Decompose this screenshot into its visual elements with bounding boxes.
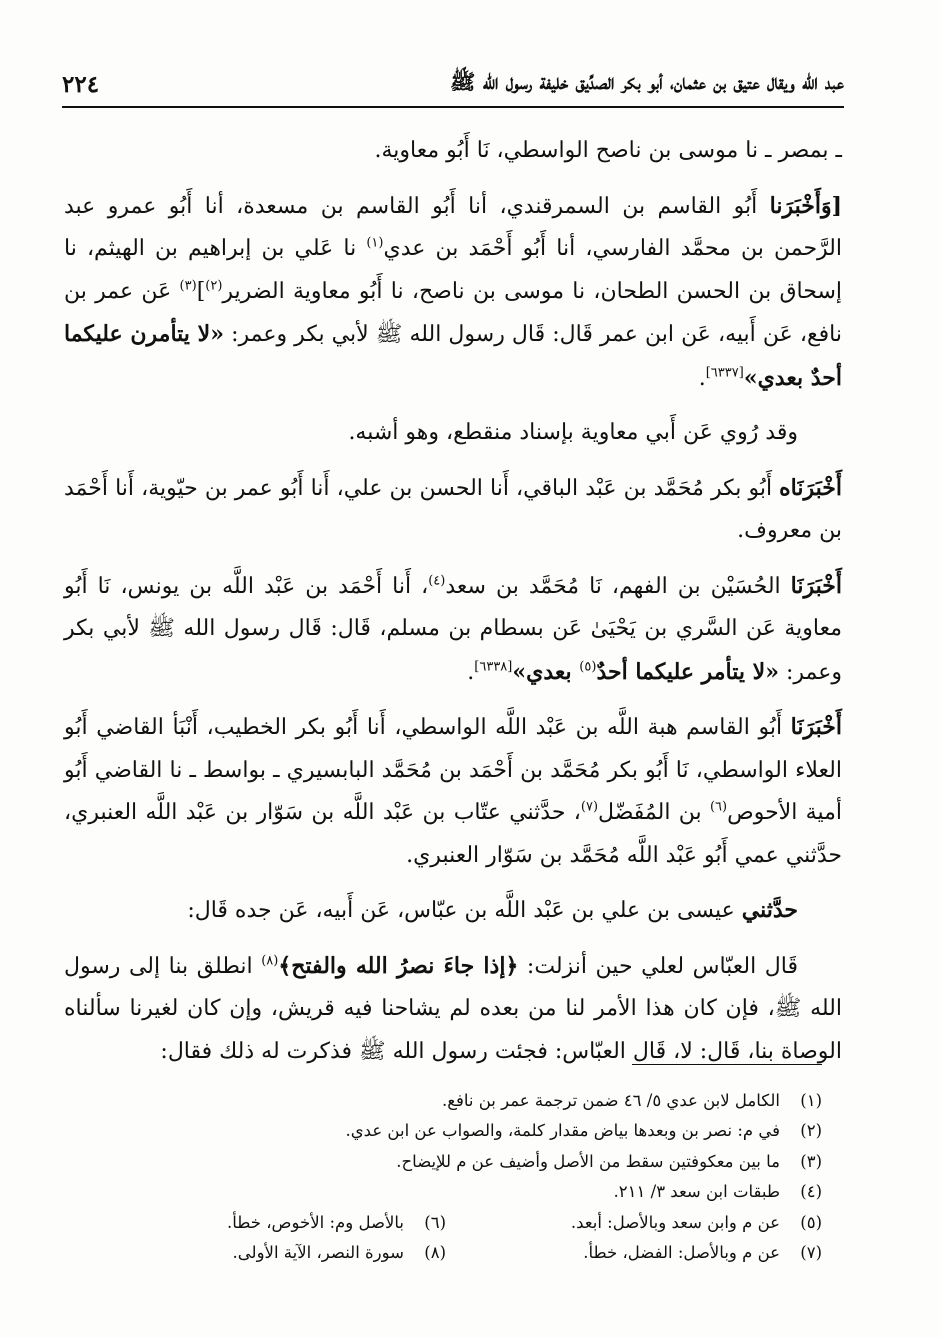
emphasized-text: «لا يتأمرن عليكما أحدٌ بعدي» xyxy=(64,321,842,391)
reference-mark: (١) xyxy=(366,235,384,251)
text-run: الحُسَيْن بن الفهم، نَا مُحَمَّد بن سعد xyxy=(445,573,791,599)
paragraph xyxy=(64,185,842,401)
text-run: ، حدَّثني عتّاب بن عَبْد اللَّه بن سَوّار بن عَبْد اللَّه العنبري، حدَّثني عمي أَبُو عَبْد اللَّه مُحَمَّد بن سَوّار العنبري. xyxy=(64,800,842,868)
footnote-text: عن م وابن سعد وبالأصل: أبعد. xyxy=(570,1212,780,1232)
footnote-4 xyxy=(70,1177,822,1207)
footnote-text: سورة النصر، الآية الأولى. xyxy=(232,1243,404,1263)
text-run: عَن عمر بن نافع، عَن أَبيه، عَن ابن عمر قَال: قَال رسول الله ﷺ لأبي بكر وعمر: xyxy=(64,278,843,347)
paragraph xyxy=(64,467,842,553)
paragraph xyxy=(64,565,842,695)
footnote-row xyxy=(70,1208,822,1238)
header-title: عبد الله ويقال عتيق بن عثمان، أبو بكر الصدِّيق خليفة رسول الله ﷺ xyxy=(450,68,844,94)
text-run: ، أَنا أَحْمَد بن عَبْد اللَّه بن يونس، نَا أَبُو معاوية عَن السَّري بن يَحْيَىٰ عَن بسطام بن مسلم، قَال: قَال رسول الله ﷺ لأبي بكر وعمر: xyxy=(64,573,842,685)
footnote-2 xyxy=(70,1116,822,1146)
emphasized-text: [وَأَخْبَرَنا xyxy=(769,192,842,219)
text-run: أَبُو القاسم بن السمرقندي، أنا أَبُو القاسم بن مسعدة، أنا أَبُو عمرو عبد الرَّحمن بن محمَّد الفارسي، أنا أَبُو أَحْمَد بن عدي xyxy=(64,193,842,261)
footnote-row xyxy=(70,1238,822,1268)
footnotes xyxy=(70,1086,822,1268)
emphasized-text: بعدي» xyxy=(512,658,580,685)
footnote-text: ما بين معكوفتين سقط من الأصل وأضيف عن م للإيضاح. xyxy=(396,1151,780,1171)
reference-mark: (٦) xyxy=(709,799,728,815)
paragraph xyxy=(64,130,842,173)
footnote-1 xyxy=(70,1086,822,1116)
footnote-number: (٨) xyxy=(424,1243,446,1263)
emphasized-text: أَخْبَرَنَا xyxy=(790,572,842,599)
reference-mark: (٣) xyxy=(179,278,197,294)
paragraph xyxy=(64,706,842,877)
emphasized-text: أَخْبَرَنَا xyxy=(790,714,842,740)
reference-mark: (٢) xyxy=(205,278,223,294)
text-run: . xyxy=(698,365,706,391)
main-text xyxy=(64,130,842,1085)
footnote-number: (٧) xyxy=(800,1243,822,1263)
text-run: بن المُفَضّل xyxy=(598,800,710,825)
text-run: عيسى بن علي بن عَبْد اللَّه بن عبّاس، عَن أَبيه، عَن جده قَال: xyxy=(187,898,742,923)
reference-mark: [٦٣٣٨] xyxy=(474,659,513,675)
footnote-text: الكامل لابن عدي ٥/ ٤٦ ضمن ترجمة عمر بن نافع. xyxy=(441,1091,780,1110)
footnote-number: (٦) xyxy=(424,1212,446,1232)
text-run: . xyxy=(467,659,475,685)
footnote-text: طبقات ابن سعد ٣/ ٢١١. xyxy=(613,1182,780,1202)
text-run: وقد رُوي عَن أَبي معاوية بإسناد منقطع، وهو أشبه. xyxy=(348,420,798,445)
paragraph xyxy=(64,945,842,1074)
paragraph xyxy=(64,412,842,455)
footnote-number: (٢) xyxy=(800,1121,822,1141)
emphasized-text: ﴿إذا جاءَ نصرُ الله والفتح﴾ xyxy=(278,952,519,979)
footnote-7 xyxy=(446,1238,822,1268)
footnote-3 xyxy=(70,1147,822,1177)
reference-mark: (٤) xyxy=(428,573,446,589)
reference-mark: (٧) xyxy=(580,799,599,815)
footnote-5 xyxy=(446,1208,822,1238)
footnote-text: عن م وبالأصل: الفضل، خطأ. xyxy=(583,1243,780,1263)
footnote-number: (٣) xyxy=(800,1151,822,1171)
footnote-text: بالأصل وم: الأخوص، خطأ. xyxy=(226,1212,404,1232)
reference-mark: (٥) xyxy=(579,659,597,675)
reference-mark: (٨) xyxy=(261,953,279,969)
text-run: قَال العبّاس لعلي حين أنزلت: xyxy=(518,953,798,979)
footnote-text: في م: نصر بن وبعدها بياض مقدار كلمة، والصواب عن ابن عدي. xyxy=(345,1121,780,1141)
text-run: انطلق بنا إلى رسول الله ﷺ، فإن كان هذا الأمر لنا من بعده لم يشاحنا فيه قريش، وإن كان لغيرنا سألناه الوصاة بنا، قَال: لا، قَال العبّاس: فجئت رسول الله ﷺ فذكرت له ذلك فقال: xyxy=(64,953,842,1064)
footnote-6 xyxy=(70,1208,446,1238)
text-run: نا عَلي بن إبراهيم بن الهيثم، نا إسحاق بن الحسن الطحان، نا موسى بن ناصح، نا أَبُو معاوية الضرير xyxy=(64,236,842,304)
reference-mark: [٦٣٣٧] xyxy=(705,365,744,381)
running-header xyxy=(62,62,844,108)
footnote-number: (١) xyxy=(800,1091,822,1110)
footnote-separator xyxy=(632,1064,822,1065)
page-number: ٢٢٤ xyxy=(62,70,100,98)
emphasized-text: أَخْبَرَنَاه xyxy=(779,474,842,501)
text-run: أَبُو بكر مُحَمَّد بن عَبْد الباقي، أَنا الحسن بن علي، أَنا أَبُو عمر بن حيّوية، أَنا أَحْمَد بن معروف. xyxy=(64,475,842,543)
text-run: ـ بمصر ـ نا موسى بن ناصح الواسطي، نَا أَبُو معاوية. xyxy=(374,138,842,163)
emphasized-text: «لا يتأمر عليكما أحدٌ xyxy=(596,658,779,685)
footnote-number: (٤) xyxy=(800,1182,822,1202)
text-run: أَبُو القاسم هبة اللَّه بن عَبْد اللَّه الواسطي، أَنا أَبُو بكر الخطيب، أَنْبَأ القاضي أَبُو العلاء الواسطي، نَا أَبُو بكر مُحَمَّد بن أَحْمَد بن مُحَمَّد البابسيري ـ بواسط ـ نا القاضي أَبُو أمية الأحوص xyxy=(64,715,842,825)
paragraph xyxy=(64,889,842,933)
text-run: ] xyxy=(196,278,206,304)
footnote-number: (٥) xyxy=(800,1212,822,1232)
emphasized-text: حدَّثني xyxy=(741,897,798,923)
footnote-8 xyxy=(70,1238,446,1268)
